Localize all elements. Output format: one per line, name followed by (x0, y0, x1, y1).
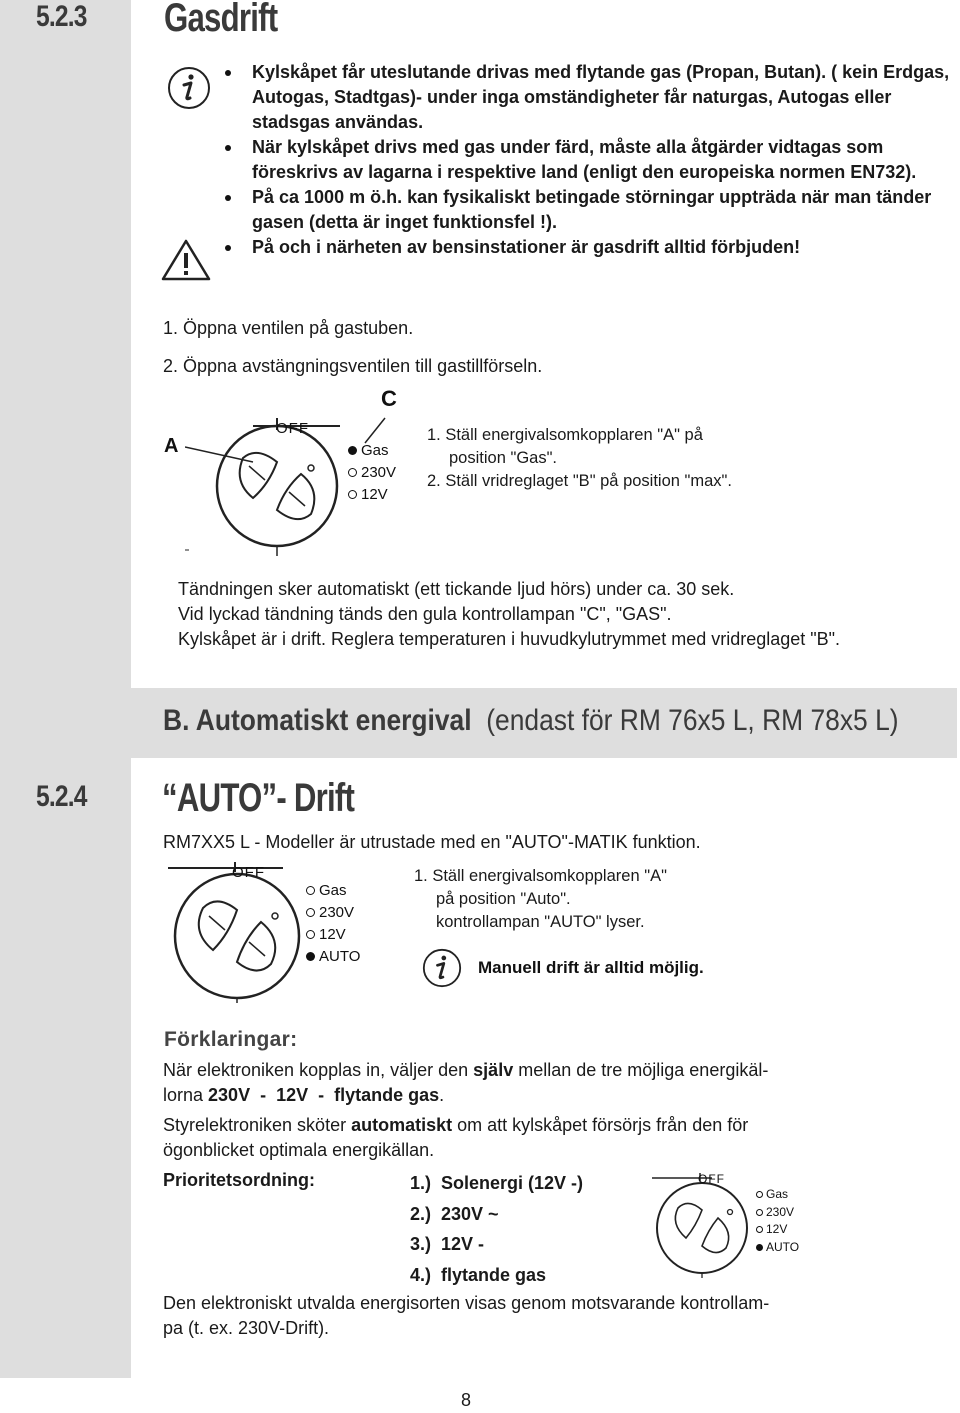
option-gas: Gas (306, 880, 360, 902)
info-note: Manuell drift är alltid möjlig. (478, 958, 704, 977)
option-230v: 230V (306, 902, 360, 924)
section-title: “AUTO”- Drift (162, 776, 355, 820)
off-label: OFF (698, 1172, 725, 1186)
page-number: 8 (461, 1390, 472, 1410)
indicator-empty-icon (348, 468, 357, 477)
option-230v: 230V (756, 1204, 799, 1222)
section-number: 5.2.3 (36, 0, 87, 33)
closing-paragraph: Den elektroniskt utvalda energisorten visas genom motsvarande kontrollam- pa (t. ex. 230V-Drift). (163, 1293, 770, 1338)
option-230v: 230V (348, 462, 396, 484)
off-label: OFF (276, 420, 309, 437)
list-item: 3.) 12V - (410, 1234, 485, 1254)
priority-list (410, 1168, 583, 1290)
off-label: OFF (232, 864, 265, 881)
list-item: 4.) flytande gas (410, 1264, 547, 1285)
list-item: På och i närheten av bensinstationer är gasdrift alltid förbjuden! (222, 235, 952, 260)
option-gas: Gas (756, 1186, 799, 1204)
label-a: A (164, 435, 179, 457)
indicator-empty-icon (756, 1209, 763, 1216)
indicator-filled-icon (348, 446, 357, 455)
option-12v: 12V (756, 1221, 799, 1239)
step-2: 2. Öppna avstängningsventilen till gastillförseln. (163, 356, 543, 376)
indicator-empty-icon (756, 1191, 763, 1198)
sidebar-band (0, 0, 131, 1378)
priority-options (756, 1186, 799, 1256)
info-icon (167, 66, 211, 115)
option-auto: AUTO (756, 1239, 799, 1257)
instructions-1: 1. Ställ energivalsomkopplaren "A" på position "Gas". 2. Ställ vridreglaget "B" på position "max". (427, 426, 732, 490)
indicator-filled-icon (306, 952, 315, 961)
list-item: När kylskåpet drivs med gas under färd, måste alla åtgärder vidtagas som föreskrivs av lagarna i respektive land (enligt den europeiska normen EN732). (222, 135, 952, 185)
indicator-empty-icon (348, 490, 357, 499)
explanation-para-1: När elektroniken kopplas in, väljer den själv mellan de tre möjliga energikäl- lorna 230V - 12V - flytande gas. (163, 1060, 769, 1105)
list-item: 1.) Solenergi (12V -) (410, 1173, 584, 1193)
ignition-text: Tändningen sker automatiskt (ett tickande ljud hörs) under ca. 30 sek. Vid lyckad tändning tänds den gula kontrollampan "C", "GAS". Kylskåpet är i drift. Reglera temperaturen i huvudkylutrymmet med vridreglaget "B". (178, 579, 841, 649)
indicator-empty-icon (306, 908, 315, 917)
indicator-empty-icon (306, 930, 315, 939)
option-12v: 12V (306, 924, 360, 946)
info-icon (422, 948, 462, 993)
section-title: Gasdrift (164, 0, 278, 40)
section-number: 5.2.4 (36, 780, 87, 813)
indicator-empty-icon (756, 1226, 763, 1233)
explanation-para-2: Styrelektroniken sköter automatiskt om att kylskåpet försörjs från den för ögonblicket optimala energikällan. (163, 1115, 749, 1160)
band-heading: B. Automatiskt energival (endast för RM 76x5 L, RM 78x5 L) (163, 704, 899, 737)
explanations-heading: Förklaringar: (164, 1028, 298, 1051)
option-12v: 12V (348, 484, 396, 506)
list-item: 2.) 230V ~ (410, 1203, 499, 1224)
auto-intro: RM7XX5 L - Modeller är utrustade med en "AUTO"-MATIK funktion. (163, 832, 701, 852)
option-gas: Gas (348, 440, 396, 462)
warning-icon (160, 238, 212, 287)
list-item: På ca 1000 m ö.h. kan fysikaliskt betingade störningar uppträda när man tänder gasen (detta är inget funktionsfel !). (222, 185, 952, 235)
indicator-filled-icon (756, 1244, 763, 1251)
list-item: Kylskåpet får uteslutande drivas med flytande gas (Propan, Butan). ( kein Erdgas, Autogas, Stadtgas)- under inga omständigheter får naturgas, Autogas eller stadsgas användas. (222, 60, 952, 135)
indicator-empty-icon (306, 886, 315, 895)
selector-options (348, 440, 396, 506)
auto-options (306, 880, 360, 968)
step-1: 1. Öppna ventilen på gastuben. (163, 318, 414, 338)
priority-label: Prioritetsordning: (163, 1170, 315, 1190)
warning-list (222, 60, 952, 260)
option-auto: AUTO (306, 946, 360, 968)
label-c: C (381, 386, 397, 411)
instructions-2: 1. Ställ energivalsomkopplaren "A" på position "Auto". kontrollampan "AUTO" lyser. (414, 867, 667, 931)
